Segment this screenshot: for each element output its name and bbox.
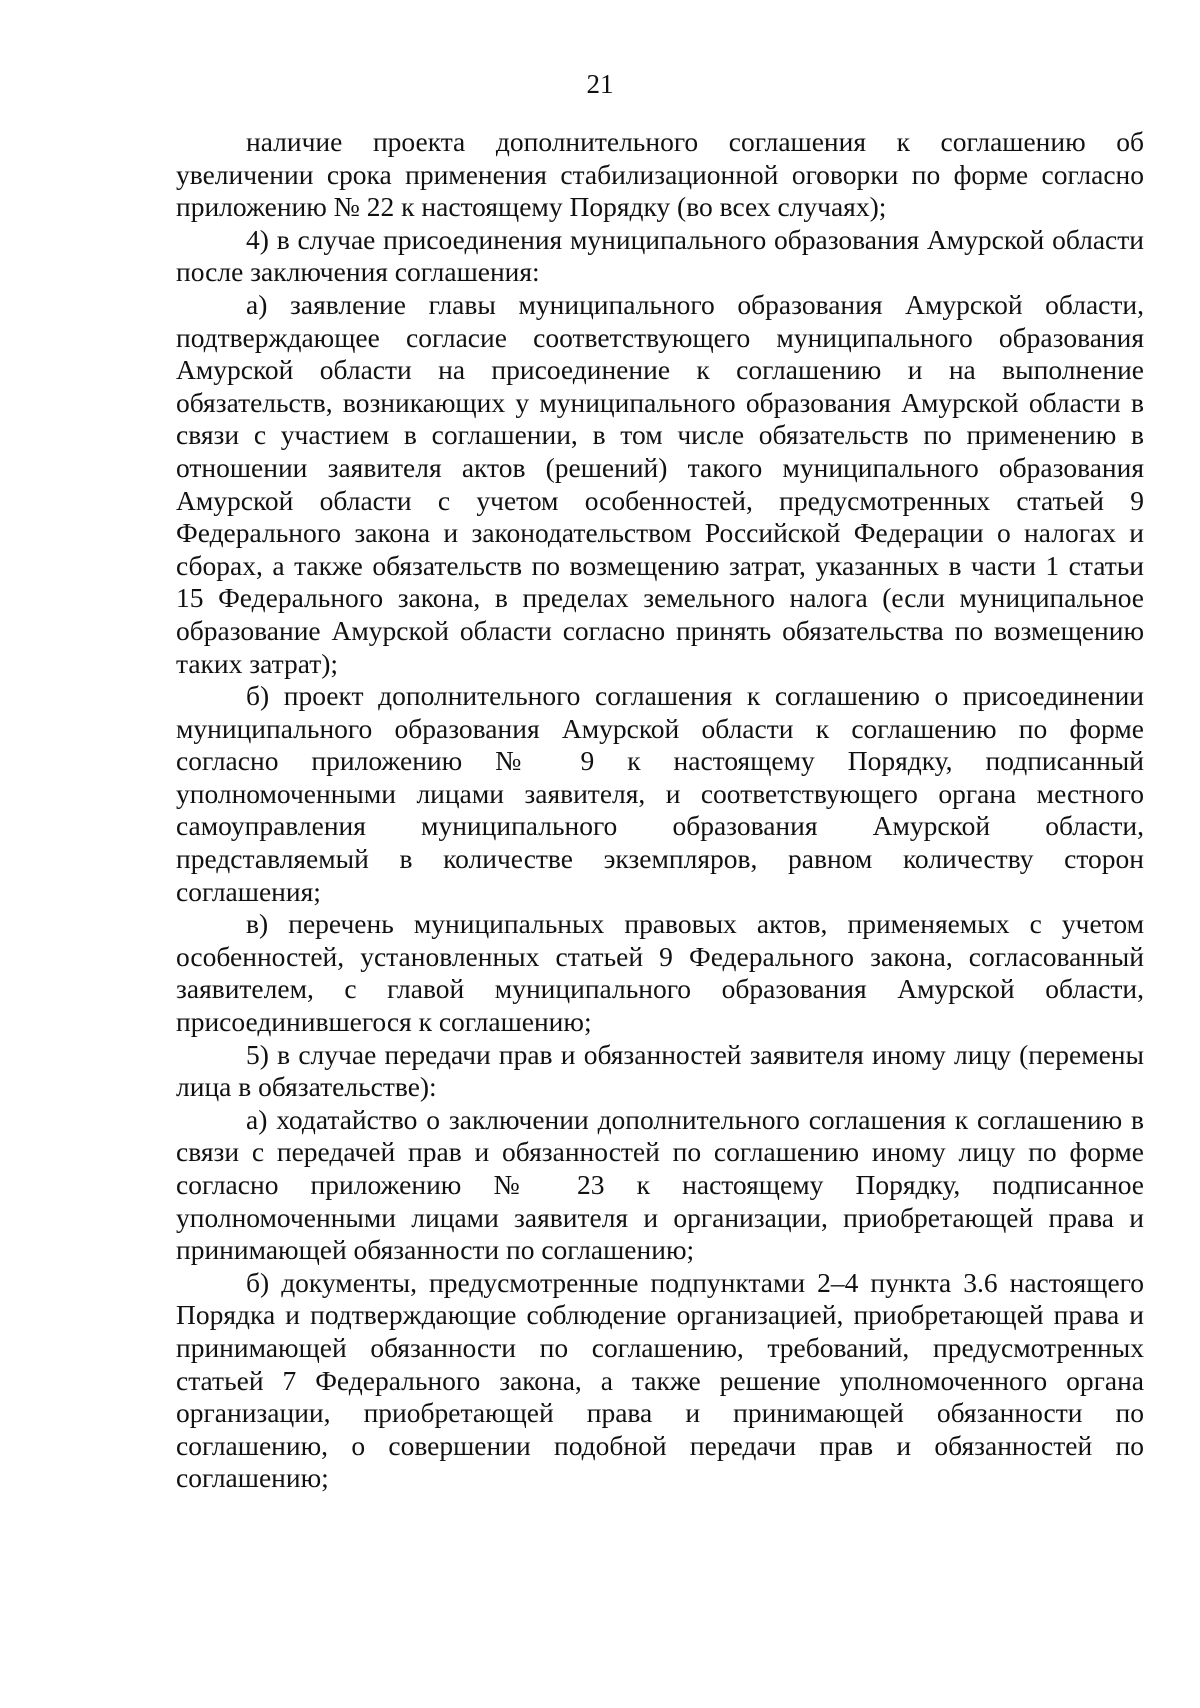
paragraph-item-4v: в) перечень муниципальных правовых актов, применяемых с учетом особенностей, установленных статьей 9 Федерального закона, согласованный заявителем, с главой муниципального образования Амурской области, присоединившегося к соглашению; — [176, 908, 1144, 1038]
paragraph-item-5a: а) ходатайство о заключении дополнительного соглашения к соглашению в связи с передачей прав и обязанностей по соглашению иному лицу по форме согласно приложению № 23 к настоящему Порядку, подписанное уполномоченными лицами заявителя и организации, приобретающей права и принимающей обязанности по соглашению; — [176, 1103, 1144, 1266]
paragraph-stabilization-clause: наличие проекта дополнительного соглашения к соглашению об увеличении срока применения стабилизационной оговорки по форме согласно приложению № 22 к настоящему Порядку (во всех случаях); — [176, 126, 1144, 223]
paragraph-item-4b: б) проект дополнительного соглашения к соглашению о присоединении муниципального образования Амурской области к соглашению по форме согласно приложению № 9 к настоящему Порядку, подписанный уполномоченными лицами заявителя, и соответствующего органа местного самоуправления муниципального образования Амурской области, представляемый в количестве экземпляров, равном количеству сторон соглашения; — [176, 680, 1144, 907]
paragraph-item-4a: а) заявление главы муниципального образования Амурской области, подтверждающее согласие соответствующего муниципального образования Амурской области на присоединение к соглашению и на выполнение обязательств, возникающих у муниципального образования Амурской области в связи с участием в соглашении, в том числе обязательств по применению в отношении заявителя актов (решений) такого муниципального образования Амурской области с учетом особенностей, предусмотренных статьей 9 Федерального закона и законодательством Российской Федерации о налогах и сборах, а также обязательств по возмещению затрат, указанных в части 1 статьи 15 Федерального закона, в пределах земельного налога (если муниципальное образование Амурской области согласно принять обязательства по возмещению таких затрат); — [176, 288, 1144, 679]
page-number: 21 — [586, 69, 614, 99]
paragraph-item-4: 4) в случае присоединения муниципального образования Амурской области после заключения соглашения: — [176, 223, 1144, 288]
document-body — [176, 126, 1144, 1495]
paragraph-item-5: 5) в случае передачи прав и обязанностей заявителя иному лицу (перемены лица в обязательстве): — [176, 1038, 1144, 1103]
paragraph-item-5b: б) документы, предусмотренные подпунктами 2–4 пункта 3.6 настоящего Порядка и подтверждающие соблюдение организацией, приобретающей права и принимающей обязанности по соглашению, требований, предусмотренных статьей 7 Федерального закона, а также решение уполномоченного органа организации, приобретающей права и принимающей обязанности по соглашению, о совершении подобной передачи прав и обязанностей по соглашению; — [176, 1266, 1144, 1494]
